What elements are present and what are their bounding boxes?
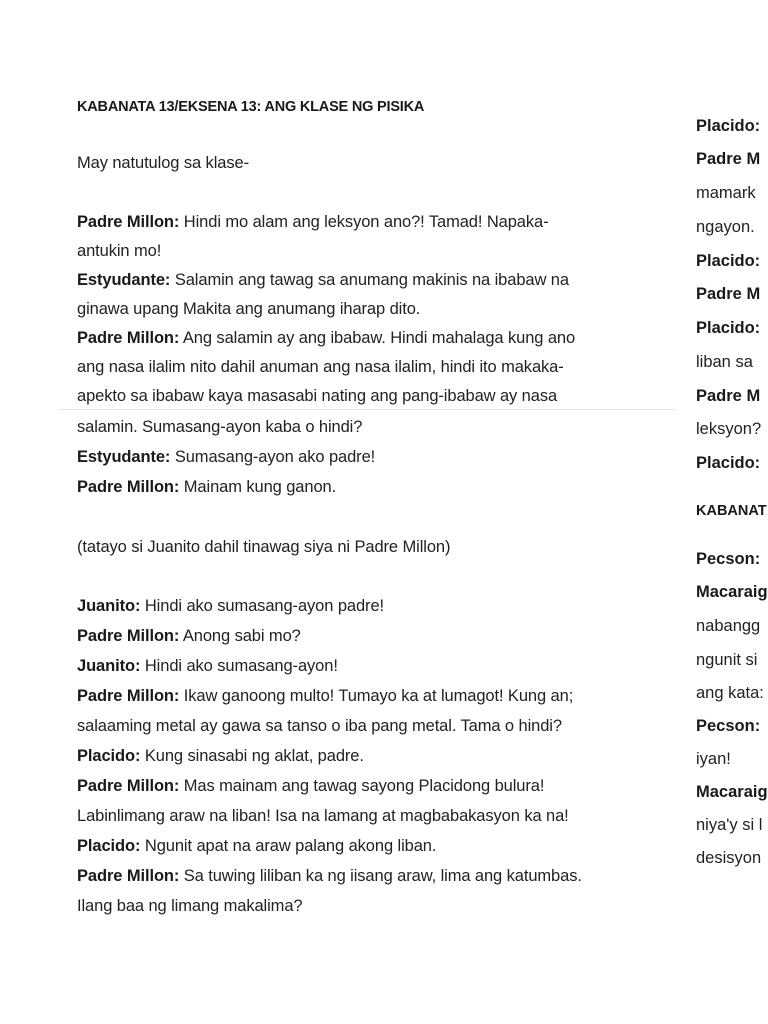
dialogue-line: Padre Millon: Sa tuwing liliban ka ng iisang araw, lima ang katumbas. [77, 867, 582, 885]
dialogue-line: Padre M [696, 387, 761, 405]
speaker-name: Estyudante: [77, 271, 171, 289]
dialogue-line: Pecson: [696, 717, 761, 735]
dialogue-line: ngunit si [696, 651, 758, 669]
dialogue-line: Estyudante: Salamin ang tawag sa anumang makinis na ibabaw na [77, 271, 569, 289]
dialogue-line: Padre M [696, 285, 761, 303]
dialogue-line: salaaming metal ay gawa sa tanso o iba pang metal. Tama o hindi? [77, 717, 562, 735]
dialogue-line: Padre Millon: Anong sabi mo? [77, 627, 301, 645]
speaker-name: Padre Millon: [77, 627, 180, 645]
chapter-heading: KABANAT [696, 503, 767, 519]
speaker-name: Placido: [77, 837, 141, 855]
dialogue-line: iyan! [696, 750, 731, 768]
dialogue-line: Placido: [696, 252, 761, 270]
dialogue-line: Padre M [696, 150, 761, 168]
speaker-name: Padre Millon: [77, 777, 180, 795]
dialogue-line: Labinlimang araw na liban! Isa na lamang at magbabakasyon ka na! [77, 807, 569, 825]
dialogue-line: Placido: [696, 454, 761, 472]
dialogue-line: apekto sa ibabaw kaya masasabi nating ang pang-ibabaw ay nasa [77, 387, 558, 405]
dialogue-line: liban sa [696, 353, 753, 371]
dialogue-line: Placido: Ngunit apat na araw palang akong liban. [77, 837, 437, 855]
dialogue-line: Placido: Kung sinasabi ng aklat, padre. [77, 747, 364, 765]
speaker-name: Juanito: [77, 597, 141, 615]
speaker-name: Padre Millon: [77, 213, 180, 231]
dialogue-line: Padre Millon: Mainam kung ganon. [77, 478, 337, 496]
dialogue-line: Padre Millon: Hindi mo alam ang leksyon ano?! Tamad! Napaka- [77, 213, 549, 231]
dialogue-line: mamark [696, 184, 756, 202]
speaker-name: Padre Millon: [77, 867, 180, 885]
dialogue-line: salamin. Sumasang-ayon kaba o hindi? [77, 418, 363, 436]
dialogue-line: Ilang baa ng limang makalima? [77, 897, 303, 915]
chapter-heading: KABANATA 13/EKSENA 13: ANG KLASE NG PISIKA [77, 99, 425, 115]
speaker-name: Estyudante: [77, 448, 171, 466]
stage-direction: (tatayo si Juanito dahil tinawag siya ni Padre Millon) [77, 538, 451, 556]
dialogue-line: ang nasa ilalim nito dahil anuman ang nasa ilalim, hindi ito makaka- [77, 358, 564, 376]
speaker-name: Padre Millon: [77, 687, 180, 705]
dialogue-line: Placido: [696, 319, 761, 337]
dialogue-line: Padre Millon: Ikaw ganoong multo! Tumayo ka at lumagot! Kung an; [77, 687, 574, 705]
speaker-name: Padre Millon: [77, 478, 180, 496]
dialogue-line: antukin mo! [77, 242, 162, 260]
dialogue-line: ang kata: [696, 684, 764, 702]
speaker-name: Placido: [77, 747, 141, 765]
dialogue-line: Padre Millon: Ang salamin ay ang ibabaw. Hindi mahalaga kung ano [77, 329, 576, 347]
dialogue-line: leksyon? [696, 420, 762, 438]
page-divider [58, 409, 676, 410]
speaker-name: Padre Millon: [77, 329, 180, 347]
dialogue-line: Juanito: Hindi ako sumasang-ayon! [77, 657, 338, 675]
dialogue-line: Placido: [696, 117, 761, 135]
dialogue-line: Pecson: [696, 550, 761, 568]
dialogue-line: ginawa upang Makita ang anumang iharap dito. [77, 300, 421, 318]
dialogue-line: Estyudante: Sumasang-ayon ako padre! [77, 448, 376, 466]
speaker-name: Juanito: [77, 657, 141, 675]
dialogue-line: ngayon. [696, 218, 755, 236]
dialogue-line: desisyon [696, 849, 762, 867]
dialogue-line: nabangg [696, 617, 761, 635]
dialogue-line: Juanito: Hindi ako sumasang-ayon padre! [77, 597, 385, 615]
dialogue-line: niya'y si l [696, 816, 763, 834]
dialogue-line: Macaraig [696, 583, 768, 601]
document-page-right [686, 0, 768, 1024]
dialogue-line: Padre Millon: Mas mainam ang tawag sayong Placidong bulura! [77, 777, 545, 795]
dialogue-line: Macaraig [696, 783, 768, 801]
stage-direction: May natutulog sa klase- [77, 154, 249, 172]
